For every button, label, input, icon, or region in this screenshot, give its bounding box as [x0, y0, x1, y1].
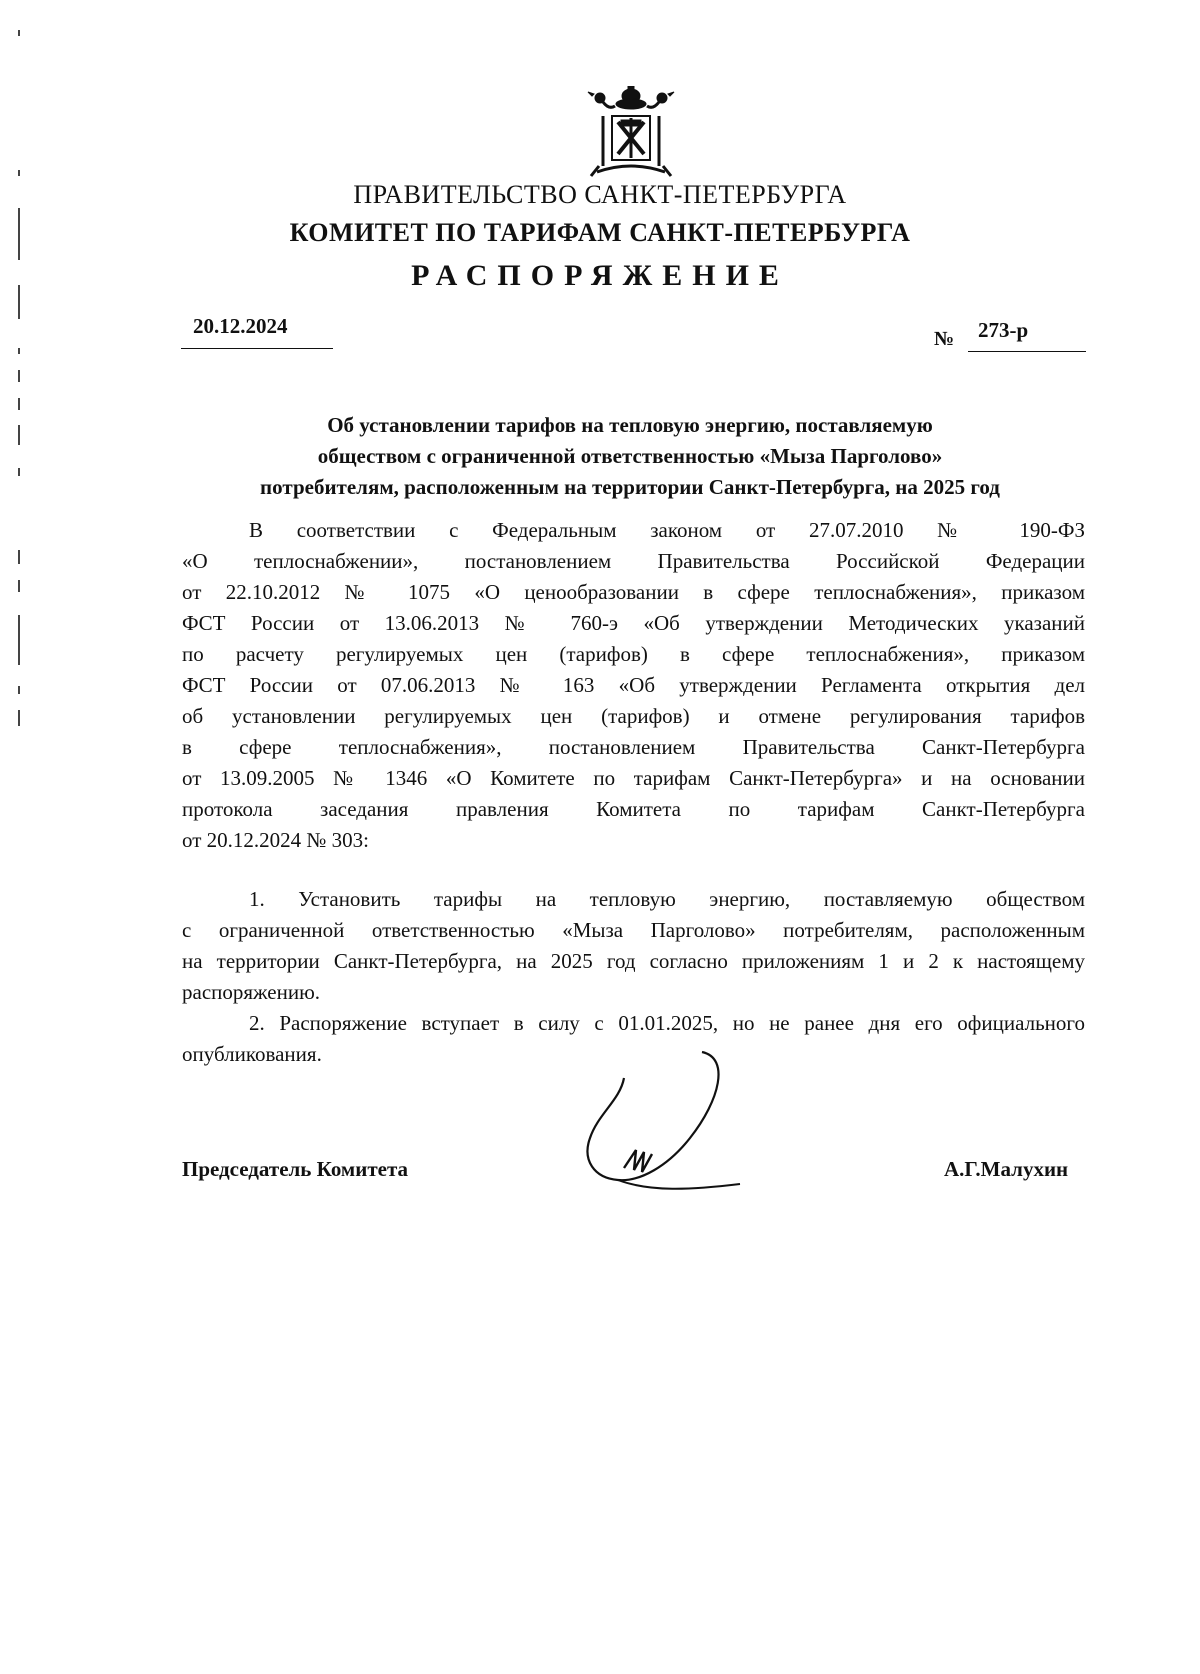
binder-hole-marks [16, 30, 22, 730]
government-name: ПРАВИТЕЛЬСТВО САНКТ-ПЕТЕРБУРГА [353, 180, 847, 209]
text-line: ФСТ России от 13.06.2013 № 760-э «Об утверждении Методических указаний [182, 611, 1085, 635]
item-2-line: 2. Распоряжение вступает в силу с 01.01.2025, но не ранее дня его официального [249, 1011, 1085, 1035]
item-1-line: с ограниченной ответственностью «Мыза Парголово» потребителям, расположенным [182, 918, 1085, 942]
text-line: от 13.09.2005 № 1346 «О Комитете по тарифам Санкт-Петербурга» и на основании [182, 766, 1085, 790]
resolution-items [182, 884, 1085, 1070]
subject-line: Об установлении тарифов на тепловую энергию, поставляемую [327, 413, 933, 437]
text-line: по расчету регулируемых цен (тарифов) в сфере теплоснабжения», приказом [182, 642, 1085, 666]
document-number: 273-р [978, 318, 1029, 342]
document-number-field [934, 318, 1086, 352]
document-subject [180, 410, 1080, 503]
item-1-line: 1. Установить тарифы на тепловую энергию, поставляемую обществом [249, 887, 1085, 911]
text-line: от 22.10.2012 № 1075 «О ценообразовании в сфере теплоснабжения», приказом [182, 580, 1085, 604]
text-line: ФСТ России от 07.06.2013 № 163 «Об утверждении Регламента открытия дел [182, 673, 1085, 697]
item-1-line: распоряжению. [182, 980, 321, 1004]
signer-position: Председатель Комитета [182, 1157, 409, 1181]
text-line: от 20.12.2024 № 303: [182, 828, 370, 852]
item-1-line: на территории Санкт-Петербурга, на 2025 год согласно приложениям 1 и 2 к настоящему [182, 949, 1085, 973]
committee-name: КОМИТЕТ ПО ТАРИФАМ САНКТ-ПЕТЕРБУРГА [289, 218, 911, 247]
number-underline [968, 318, 1086, 352]
text-line: протокола заседания правления Комитета по тарифам Санкт-Петербурга [182, 797, 1085, 821]
handwritten-signature [580, 1050, 760, 1210]
text-line: в сфере теплоснабжения», постановлением Правительства Санкт-Петербурга [182, 735, 1085, 759]
text-line: об установлении регулируемых цен (тарифов) и отмене регулирования тарифов [182, 704, 1085, 728]
item-2-line: опубликования. [182, 1042, 322, 1066]
text-line: «О теплоснабжении», постановлением Правительства Российской Федерации [182, 549, 1085, 573]
preamble-paragraph [182, 515, 1085, 856]
subject-line: потребителям, расположенным на территории Санкт-Петербурга, на 2025 год [260, 475, 1000, 499]
signer-name: А.Г.Малухин [944, 1157, 1069, 1181]
document-date: 20.12.2024 [193, 314, 288, 338]
coat-of-arms-icon [585, 86, 677, 178]
document-type: РАСПОРЯЖЕНИЕ [411, 259, 789, 292]
document-date-field [181, 312, 333, 349]
number-sign: № [934, 328, 955, 350]
text-line: В соответствии с Федеральным законом от 27.07.2010 № 190-ФЗ [249, 518, 1085, 542]
subject-line: обществом с ограниченной ответственностью «Мыза Парголово» [317, 444, 943, 468]
